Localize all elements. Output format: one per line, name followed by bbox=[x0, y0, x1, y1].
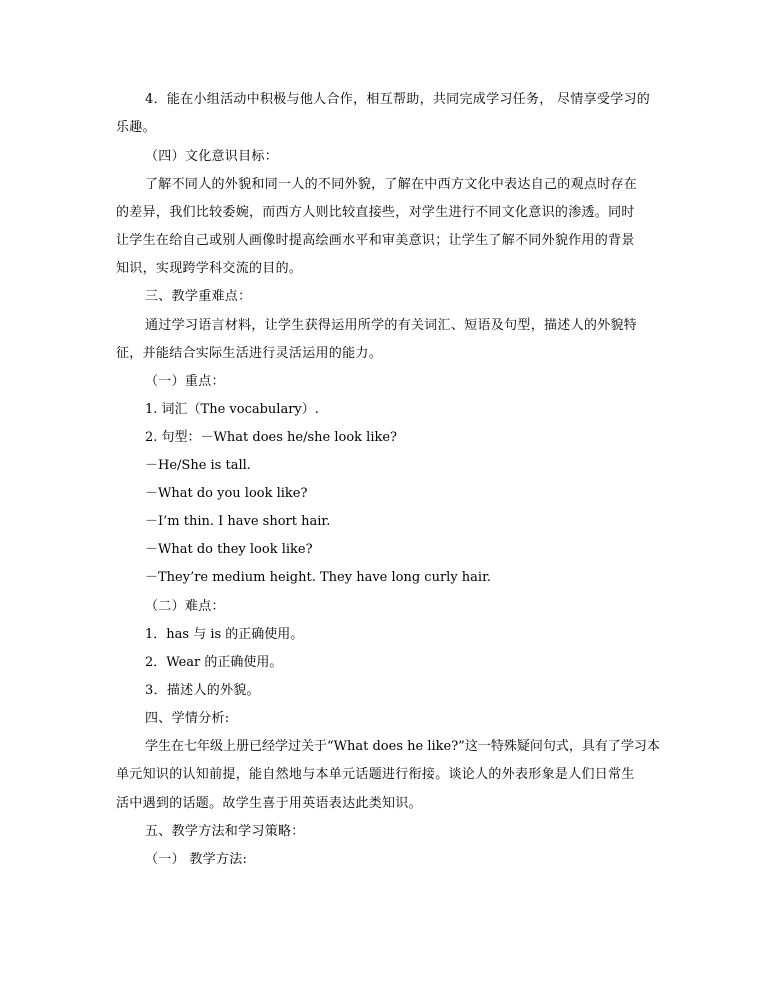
text-line: 2. 句型：－What does he/she look like? bbox=[145, 430, 398, 445]
text-line: －What do they look like? bbox=[145, 542, 313, 557]
text-line: 五、教学方法和学习策略： bbox=[145, 824, 305, 839]
text-line: 四、学情分析: bbox=[145, 711, 230, 726]
text-line: 三、教学重难点： bbox=[145, 289, 252, 304]
text-line: －He/She is tall. bbox=[145, 458, 251, 473]
text-line: －What do you look like? bbox=[145, 486, 308, 501]
text-line: （四）文化意识目标： bbox=[145, 149, 279, 164]
text-line: 1．has 与 is 的正确使用。 bbox=[145, 627, 304, 642]
text-line: 的差异，我们比较委婉，而西方人则比较直接些，对学生进行不同文化意识的渗透。同时 bbox=[116, 205, 635, 220]
text-line: （一） 教学方法: bbox=[145, 852, 248, 867]
text-line: 让学生在给自己或别人画像时提高绘画水平和审美意识；让学生了解不同外貌作用的背景 bbox=[116, 233, 635, 248]
text-line: 4．能在小组活动中积极与他人合作，相互帮助，共同完成学习任务， 尽情享受学习的 bbox=[145, 92, 651, 107]
text-line: 征，并能结合实际生活进行灵活运用的能力。 bbox=[116, 346, 383, 361]
text-line: 乐趣。 bbox=[116, 120, 156, 135]
text-line: －They’re medium height. They have long curly hair. bbox=[145, 570, 492, 585]
text-line: （二）难点： bbox=[145, 599, 225, 614]
text-line: 通过学习语言材料，让学生获得运用所学的有关词汇、短语及句型，描述人的外貌特 bbox=[145, 318, 638, 333]
text-line: 知识，实现跨学科交流的目的。 bbox=[116, 261, 303, 276]
text-line: 学生在七年级上册已经学过关于“What does he like?”这一特殊疑问句式，具有了学习本 bbox=[145, 739, 660, 754]
text-line: （一）重点： bbox=[145, 374, 225, 389]
text-line: 活中遇到的话题。故学生喜于用英语表达此类知识。 bbox=[116, 796, 422, 811]
text-line: －I’m thin. I have short hair. bbox=[145, 514, 331, 529]
text-line: 单元知识的认知前提，能自然地与本单元话题进行衔接。谈论人的外表形象是人们日常生 bbox=[116, 767, 635, 782]
text-line: 2．Wear 的正确使用。 bbox=[145, 655, 283, 670]
text-line: 了解不同人的外貌和同一人的不同外貌，了解在中西方文化中表达自己的观点时存在 bbox=[145, 177, 638, 192]
text-line: 1. 词汇（The vocabulary）. bbox=[145, 402, 319, 417]
text-line: 3．描述人的外貌。 bbox=[145, 683, 260, 698]
